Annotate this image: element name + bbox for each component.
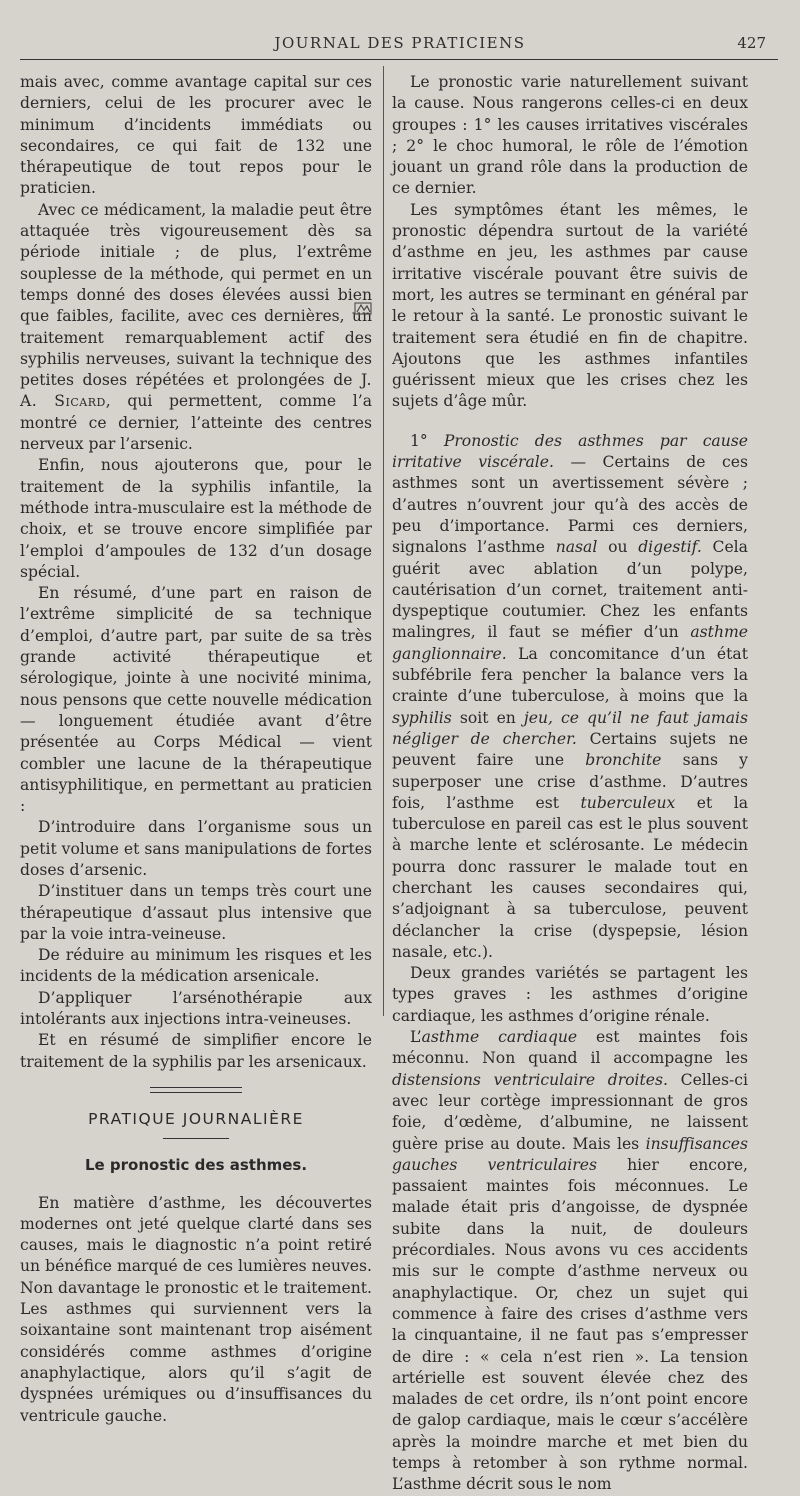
paragraph: En résumé, d’une part en raison de l’extrême simplicité de sa technique d’emploi, d’autre part, par suite de sa très grande activité thérapeutique et sérologique, jointe à une nocivité minima, nous pensons que cette nouvelle médication — longuement étudiée avant d’être présentée au Corps Médical — vient combler une lacune de la thérapeutique antisyphilitique, en permettant au praticien : (20, 584, 372, 816)
right-column (392, 72, 748, 1496)
paragraph: mais avec, comme avantage capital sur ces derniers, celui de les procurer avec le minimum d’incidents immédiats ou secondaires, ce qui fait de 132 une thérapeutique de tout repos pour le praticien. (20, 73, 372, 198)
paragraph: Enfin, nous ajouterons que, pour le traitement de la syphilis infantile, la méthode intra-musculaire est la méthode de choix, et se trouve encore simplifiée par l’emploi d’ampoules de 132 d’un dosage spécial. (20, 456, 372, 581)
paragraph: D’instituer dans un temps très court une thérapeutique d’assaut plus intensive que par la voie intra-veineuse. (20, 882, 372, 943)
title-rule (163, 1138, 229, 1139)
section-separator (150, 1087, 242, 1093)
paragraph: 1° Pronostic des asthmes par cause irritative viscérale. — Certains de ces asthmes sont un avertissement sévère ; d’autres n’ouvrent jour qu’à des accès de peu d’importance. Parmi ces derniers, signalons l’asthme nasal ou digestif. Cela guérit avec ablation d’un polype, cautérisation d’un cornet, traitement anti-dyspeptique coutumier. Chez les enfants malingres, il faut se méfier d’un asthme ganglionnaire. La concomitance d’un état subfébrile fera pencher la balance vers la crainte d’une tuberculose, à moins que la syphilis soit en jeu, ce qu’il ne faut jamais négliger de chercher. Certains sujets ne peuvent faire une bronchite sans y superposer une crise d’asthme. D’autres fois, l’asthme est tuberculeux et la tuberculose en pareil cas est le plus souvent à marche lente et sclérosante. Le médecin pourra donc rassurer le malade tout en cherchant les causes secondaires qui, s’adjoignant à sa tuberculose, peuvent déclancher la crise (dyspepsie, lésion nasale, etc.). (392, 431, 748, 961)
section-title: PRATIQUE JOURNALIÈRE (88, 1109, 304, 1128)
paragraph: De réduire au minimum les risques et les incidents de la médication arsenicale. (20, 946, 372, 986)
library-stamp-icon (354, 301, 374, 316)
paragraph: Deux grandes variétés se partagent les types graves : les asthmes d’origine cardiaque, les asthmes d’origine rénale. (392, 964, 748, 1025)
paragraph: En matière d’asthme, les découvertes modernes ont jeté quelque clarté dans ses causes, mais le diagnostic n’a point retiré un bénéfice marqué de ces lumières neuves. Non davantage le pronostic et le traitement. Les asthmes qui surviennent vers la soixantaine sont maintenant trop aisément considérés comme asthmes d’origine anaphylactique, alors qu’il s’agit de dyspnées urémiques ou d’insuffisances du ventricule gauche. (20, 1193, 372, 1425)
author-name: J. A. Sicard (20, 371, 372, 411)
paragraph: L’asthme cardiaque est maintes fois méconnu. Non quand il accompagne les distensions ventriculaire droites. Celles-ci avec leur cortège impressionnant de gros foie, d’œdème, d’albumine, ne laissent guère prise au doute. Mais les insuffisances gauches ventriculaires hier encore, passaient maintes fois méconnues. Le malade était pris d’angoisse, de dyspnée subite dans la nuit, de douleurs précordiales. Nous avons vu ces accidents mis sur le compte d’asthme nerveux ou anaphylactique. Or, chez un sujet qui commence à faire des crises d’asthme vers la cinquantaine, il ne faut pas s’empresser de dire : « cela n’est rien ». La tension artérielle est souvent élevée chez des malades de cet ordre, ils n’ont point encore de galop cardiaque, mais le cœur s’accélère après la moindre marche et met bien du temps à retomber à son rythme normal. L’asthme décrit sous le nom (392, 1028, 748, 1494)
column-divider (383, 66, 384, 1016)
header-rule (20, 59, 778, 60)
paragraph: Et en résumé de simplifier encore le traitement de la syphilis par les arsenicaux. (20, 1031, 372, 1071)
paragraph: Le pronostic varie naturellement suivant la cause. Nous rangerons celles-ci en deux groupes : 1° les causes irritatives viscérales ; 2° le choc humoral, le rôle de l’émotion jouant un grand rôle dans la production de ce dernier. (392, 73, 748, 198)
paragraph: D’introduire dans l’organisme sous un petit volume et sans manipulations de fortes doses d’arsenic. (20, 818, 372, 879)
paragraph: Avec ce médicament, la maladie peut être attaquée très vigoureusement dès sa période initiale ; de plus, l’extrême souplesse de la méthode, qui permet en un temps donné des doses élevées aussi bien que faibles, facilite, avec ces dernières, un traitement remarquablement actif des syphilis nerveuses, suivant la technique des petites doses répétées et prolongées de J. A. Sicard, qui permettent, comme l’a montré ce dernier, l’atteinte des centres nerveux par l’arsenic. (20, 200, 372, 454)
running-head (0, 34, 800, 58)
page-number: 427 (737, 34, 766, 52)
journal-title: JOURNAL DES PRATICIENS (274, 34, 526, 52)
left-column (20, 72, 372, 1427)
paragraph: Les symptômes étant les mêmes, le pronostic dépendra surtout de la variété d’asthme en jeu, les asthmes par cause irritative viscérale pouvant être suivis de mort, les autres se terminant en général par le retour à la santé. Le pronostic suivant le traitement sera étudié en fin de chapitre. Ajoutons que les asthmes infantiles guérissent mieux que les crises chez les sujets d’âge mûr. (392, 200, 748, 411)
subheading: Pronostic des asthmes par cause irritative viscérale. (392, 431, 748, 472)
article-title: Le pronostic des asthmes. (84, 1156, 308, 1175)
paragraph: D’appliquer l’arsénothérapie aux intolérants aux injections intra-veineuses. (20, 988, 372, 1029)
